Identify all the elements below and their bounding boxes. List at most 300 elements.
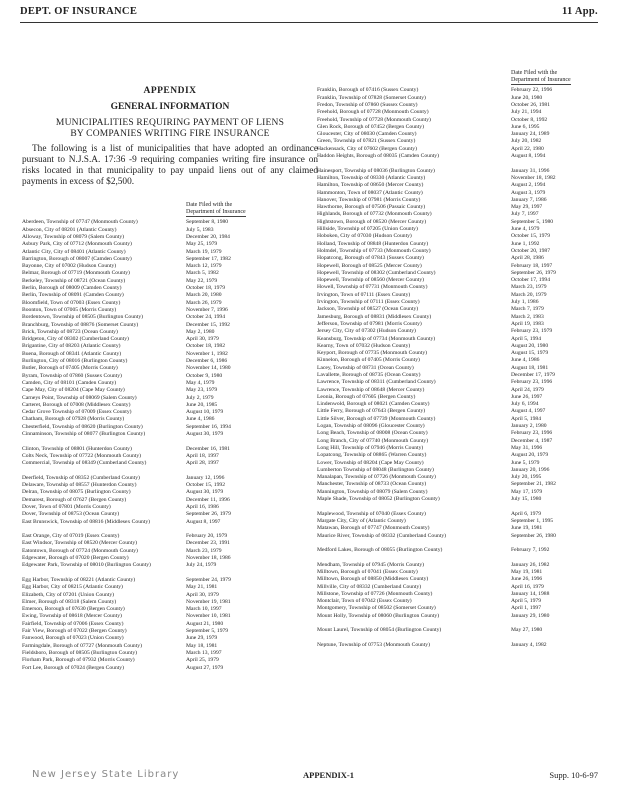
filing-date: April 24, 1979 <box>511 386 544 393</box>
filing-date: July 24, 1979 <box>186 562 217 569</box>
municipality-name: Branchburg, Township of 08876 (Somerset County) <box>22 321 139 328</box>
municipality-name: Milltown, Borough of 08850 (Middlesex County) <box>317 576 429 583</box>
municipality-name: Lindenwold, Borough of 08021 (Camden County) <box>317 401 430 408</box>
municipality-name: Aberdeen, Township of 07747 (Monmouth County) <box>22 219 138 226</box>
municipality-row <box>317 87 600 94</box>
filing-date: April 28, 1997 <box>186 460 219 467</box>
filing-date: December 4, 1987 <box>511 437 553 444</box>
filing-date: July 20, 1995 <box>511 474 542 481</box>
filing-date: April 1, 1997 <box>511 605 541 612</box>
filing-date: August 8, 1997 <box>186 518 221 525</box>
municipality-row <box>22 613 318 620</box>
municipality-name: Edgewater, Borough of 07020 (Bergen County) <box>22 555 129 562</box>
municipality-name: Hopewell, Township of 08302 (Cumberland County) <box>317 269 436 276</box>
municipality-name: Hopatcong, Borough of 07843 (Sussex County) <box>317 255 424 262</box>
municipality-row <box>317 117 600 124</box>
filing-date: December 6, 1986 <box>186 358 228 365</box>
municipality-row <box>317 452 600 459</box>
filing-date: June 26, 1997 <box>511 393 543 400</box>
municipality-row <box>22 314 318 321</box>
date-heading-right-line-1: Date Filed with the <box>511 70 558 76</box>
municipality-row <box>22 657 318 664</box>
filing-date: June 5, 1979 <box>511 459 540 466</box>
filing-date: August 2, 1994 <box>511 182 546 189</box>
filing-date: May 4, 1979 <box>186 379 215 386</box>
municipality-name: Howell, Township of 07731 (Monmouth County) <box>317 284 428 291</box>
municipality-row <box>317 138 600 145</box>
municipality-row <box>317 496 600 511</box>
municipality-row <box>22 278 318 285</box>
filing-date: September 5, 1979 <box>186 628 229 635</box>
municipality-row <box>317 95 600 102</box>
general-info-heading: GENERAL INFORMATION <box>110 102 230 112</box>
municipality-name: Cedar Grove Township of 07009 (Essex County) <box>22 409 132 416</box>
filing-date: June 19, 1981 <box>511 525 543 532</box>
municipality-name: Montgomery, Township of 08502 (Somerset County) <box>317 605 436 612</box>
footer-page-label: APPENDIX-1 <box>303 770 354 780</box>
filing-date: October 17, 1994 <box>511 277 550 284</box>
municipality-row <box>317 365 600 372</box>
footer-supplement: Supp. 10-6-97 <box>549 770 598 780</box>
municipality-name: East Brunswick, Township of 08816 (Middlesex County) <box>22 518 150 525</box>
municipality-name: Hanover, Township of 07981 (Morris County) <box>317 196 421 203</box>
municipality-row <box>317 547 600 562</box>
municipality-name: Clinton, Township of 08801 (Hunterdon County) <box>22 445 132 452</box>
municipality-row <box>22 343 318 350</box>
filing-date: August 30, 1979 <box>186 489 224 496</box>
filing-date: September 17, 1982 <box>186 255 231 262</box>
filing-date: August 10, 1979 <box>186 409 224 416</box>
filing-date: May 18, 1981 <box>186 642 218 649</box>
municipality-name: Long Hill, Township of 07946 (Morris County) <box>317 444 424 451</box>
filing-date: January 29, 1980 <box>511 612 550 619</box>
intro-paragraph: The following is a list of municipalities that have adopted an ordinance pursuant to N.J.S.A. 17:36 -9 requiring companies writing fire insurance on risks located in that municipality to pay unpaid liens out of any claimed payments in excess of $2,500. <box>22 144 318 187</box>
filing-date: January 24, 1989 <box>511 131 550 138</box>
filing-date: January 2, 1980 <box>511 423 547 430</box>
filing-date: August 27, 1979 <box>186 664 224 671</box>
date-heading-line-1: Date Filed with the <box>186 202 233 208</box>
municipality-name: Eatontown, Borough of 07724 (Monmouth County) <box>22 547 138 554</box>
municipality-name: Holland, Township of 08848 (Hunterdon County) <box>317 240 429 247</box>
filing-date: September 26, 1980 <box>511 532 556 539</box>
filing-date: May 21, 1981 <box>186 584 218 591</box>
filing-date: February 23, 1996 <box>511 379 553 386</box>
municipality-name: Hammonton, Town of 08037 (Atlantic County) <box>317 189 423 196</box>
filing-date: November 19, 1981 <box>186 598 231 605</box>
municipality-name: Freehold, Borough of 07728 (Monmouth County) <box>317 109 429 116</box>
municipality-row <box>317 233 600 240</box>
municipality-name: Colts Neck, Township of 07722 (Monmouth County) <box>22 452 141 459</box>
filing-date: November 1, 1982 <box>186 350 228 357</box>
filing-date: June 4, 1986 <box>186 416 215 423</box>
filing-date: January 31, 1996 <box>511 167 550 174</box>
municipality-row <box>22 416 318 423</box>
municipality-name: Neptune, Township of 07753 (Monmouth County) <box>317 641 430 648</box>
municipality-row <box>317 241 600 248</box>
municipality-row <box>317 525 600 532</box>
filing-date: January 20, 1996 <box>511 466 550 473</box>
municipality-row <box>22 292 318 299</box>
filing-date: April 22, 1980 <box>511 145 544 152</box>
filing-date: March 19, 1979 <box>186 248 222 255</box>
filing-date: April 5, 1984 <box>511 415 541 422</box>
filing-date: August 8, 1994 <box>511 153 546 160</box>
municipality-name: Belmar, Borough of 07719 (Monmouth County) <box>22 270 130 277</box>
filing-date: September 1, 1995 <box>511 517 554 524</box>
municipality-name: Absecon, City of 08201 (Atlantic County) <box>22 226 117 233</box>
municipality-name: Mannington, Township of 08079 (Salem County) <box>317 488 428 495</box>
municipality-name: Franklin, Borough of 07416 (Sussex County) <box>317 87 419 94</box>
municipality-row <box>22 219 318 226</box>
filing-date: December 20, 1984 <box>186 234 230 240</box>
municipality-name: Butler, Borough of 07405 (Morris County) <box>22 365 118 372</box>
municipality-name: Jackson, Township of 08527 (Ocean County) <box>317 306 419 313</box>
filing-date: June 1, 1992 <box>511 240 540 247</box>
filing-date: February 23, 1996 <box>511 430 553 437</box>
municipality-name: Haddon Heights, Borough of 08035 (Camden County) <box>317 153 439 160</box>
filing-date: December 16, 1981 <box>186 445 230 452</box>
filing-date: August 18, 1981 <box>511 364 549 371</box>
municipality-name: Lower, Township of 08204 (Cape May County) <box>317 459 424 466</box>
municipality-name: Delran, Township of 08075 (Burlington County) <box>22 489 131 496</box>
filing-date: October 8, 1992 <box>511 116 548 123</box>
municipality-name: Chatham, Borough of 07928 (Morris County) <box>22 416 125 423</box>
filing-date: May 23, 1979 <box>186 387 218 394</box>
municipality-name: Camden, City of 08101 (Camden County) <box>22 379 117 386</box>
filing-date: May 22, 1979 <box>186 277 218 284</box>
municipality-row <box>317 438 600 445</box>
municipality-name: Bordentown, Township of 08505 (Burlington County) <box>22 314 144 321</box>
municipality-name: Keansburg, Township of 07734 (Monmouth County) <box>317 335 436 342</box>
filing-date: August 15, 1979 <box>511 350 549 357</box>
filing-date: September 26, 1979 <box>186 511 231 518</box>
filing-date: January 7, 1986 <box>511 196 547 203</box>
municipality-name: Dover, Township of 08753 (Ocean County) <box>22 511 120 518</box>
municipality-name: Mount Laurel, Township of 08054 (Burlington County) <box>317 627 442 634</box>
municipality-row <box>317 430 600 437</box>
municipality-list-right <box>317 87 600 649</box>
date-heading-right-line-2: Department of Insurance <box>511 77 571 85</box>
municipality-name: Kearny, Town of 07032 (Hudson County) <box>317 342 411 349</box>
municipality-row <box>317 533 600 548</box>
municipality-name: Little Silver, Borough of 07739 (Monmouth County) <box>317 415 436 422</box>
municipality-name: Green, Township of 07821 (Sussex County) <box>317 138 416 145</box>
municipality-row <box>22 365 318 372</box>
municipality-name: Highlands, Borough of 07732 (Monmouth County) <box>317 211 432 218</box>
municipality-name: Atlantic City, City of 08401 (Atlantic County) <box>22 248 126 255</box>
municipality-row <box>317 219 600 226</box>
municipality-name: Irvington, Township of 07111 (Essex County) <box>317 299 420 306</box>
filing-date: October 18, 1979 <box>186 285 225 292</box>
municipality-name: Buena, Borough of 08341 (Atlantic County) <box>22 350 122 357</box>
filing-date: September 8, 1980 <box>186 219 229 226</box>
filing-date: November 14, 1980 <box>186 365 231 372</box>
municipality-row <box>317 168 600 175</box>
appendix-title: APPENDIX <box>143 86 197 96</box>
filing-date: April 30, 1979 <box>186 591 219 598</box>
municipality-name: Lawrence, Township of 08311 (Cumberland County) <box>317 379 436 386</box>
date-column-heading <box>186 202 306 217</box>
municipality-name: Alloway, Township of 08079 (Salem County) <box>22 234 124 240</box>
right-column <box>317 70 600 649</box>
municipality-name: Manalapan, Township of 07726 (Monmouth County) <box>317 474 436 481</box>
municipality-name: Leonia, Borough of 07605 (Bergen County) <box>317 393 416 400</box>
municipality-name: Keyport, Borough of 07735 (Monmouth County) <box>317 350 428 357</box>
municipality-name: Berlin, Borough of 08009 (Camden County) <box>22 285 122 292</box>
filing-date: October 15, 1979 <box>511 233 550 240</box>
filing-date: August 30, 1979 <box>186 431 224 438</box>
filing-date: November 7, 1996 <box>186 306 228 313</box>
municipality-name: Long Beach, Township of 08008 (Ocean County) <box>317 430 428 437</box>
municipality-name: Carneys Point, Township of 08069 (Salem County) <box>22 394 137 401</box>
filing-date: March 20, 1979 <box>511 291 547 298</box>
municipality-row <box>22 592 318 599</box>
municipality-name: Glen Rock, Borough of 07452 (Bergen County) <box>317 123 424 130</box>
municipality-name: Bayonne, City of 07002 (Hudson County) <box>22 263 117 270</box>
header-department: DEPT. OF INSURANCE <box>20 6 138 17</box>
filing-date: April 5, 1994 <box>511 335 541 342</box>
library-watermark: New Jersey State Library <box>32 769 180 780</box>
municipality-name: Maplewood, Township of 07040 (Essex County) <box>317 510 426 517</box>
municipalities-title-line-1: MUNICIPALITIES REQUIRING PAYMENT OF LIENS <box>55 118 285 128</box>
municipality-name: Hawthorne, Borough of 07506 (Passaic County) <box>317 204 426 211</box>
municipality-row <box>317 605 600 612</box>
filing-date: July 21, 1994 <box>511 109 542 116</box>
municipality-name: Edgewater Park, Township of 08010 (Burlington County) <box>22 562 151 569</box>
municipality-row <box>22 643 318 650</box>
header-rule <box>20 22 598 23</box>
filing-date: February 22, 1996 <box>511 87 553 94</box>
municipality-row <box>317 336 600 343</box>
municipality-row <box>317 146 600 153</box>
municipality-row <box>22 489 318 496</box>
municipality-name: Millstone, Township of 07726 (Monmouth County) <box>317 590 433 597</box>
filing-date: September 21, 1982 <box>511 481 556 488</box>
municipality-name: Elizabeth, City of 07201 (Union County) <box>22 591 114 598</box>
municipality-row <box>317 190 600 197</box>
municipality-row <box>317 489 600 496</box>
municipality-name: Little Ferry, Borough of 07643 (Bergen County) <box>317 408 426 415</box>
filing-date: August 20, 1979 <box>511 452 549 459</box>
municipality-name: Hainesport, Township of 08036 (Burlington County) <box>317 167 435 174</box>
page-footer <box>20 769 598 785</box>
filing-date: August 21, 1980 <box>186 620 224 627</box>
municipality-row <box>317 292 600 299</box>
municipality-name: East Orange, City of 07019 (Essex County) <box>22 533 120 540</box>
filing-date: June 29, 1979 <box>186 635 218 642</box>
municipality-name: Millville, City of 08332 (Cumberland County) <box>317 583 422 590</box>
filing-date: April 5, 1979 <box>511 598 541 605</box>
municipality-row <box>317 379 600 386</box>
municipality-name: Burlington, City of 08016 (Burlington County) <box>22 358 128 365</box>
filing-date: August 3, 1979 <box>511 189 546 196</box>
municipality-row <box>22 395 318 402</box>
municipality-row <box>22 322 318 329</box>
municipality-name: Mount Holly, Township of 08060 (Burlington County) <box>317 612 440 619</box>
municipality-name: Milltown, Borough of 07041 (Essex County) <box>317 569 418 575</box>
municipality-name: Jersey City, City of 07302 (Hudson County) <box>317 328 416 335</box>
municipality-row <box>317 255 600 262</box>
filing-date: March 20, 1980 <box>186 292 222 299</box>
municipality-row <box>22 227 318 234</box>
filing-date: April 30, 1979 <box>186 336 219 343</box>
filing-date: October 18, 1982 <box>186 343 225 350</box>
municipalities-title-line-2: BY COMPANIES WRITING FIRE INSURANCE <box>70 129 270 139</box>
municipality-row <box>22 446 318 453</box>
filing-date: March 5, 1982 <box>186 270 219 277</box>
filing-date: September 16, 1994 <box>186 423 231 430</box>
municipality-name: Matawan, Borough of 07747 (Monmouth County) <box>317 525 430 532</box>
municipality-row <box>22 635 318 642</box>
municipality-row <box>317 511 600 518</box>
filing-date: February 18, 1997 <box>511 262 553 269</box>
municipality-name: Fredon, Township of 07860 (Sussex County) <box>317 102 418 108</box>
municipality-name: Berlin, Township of 08091 (Camden County) <box>22 292 124 299</box>
municipality-name: Long Branch, City of 07740 (Monmouth County) <box>317 437 429 444</box>
filing-date: October 24, 1994 <box>186 314 225 321</box>
municipality-name: Carteret, Borough of 07008 (Middlesex County) <box>22 401 131 408</box>
municipality-name: Montclair, Town of 07042 (Essex County) <box>317 598 412 605</box>
filing-date: April 28, 1986 <box>511 255 544 262</box>
municipality-row <box>22 562 318 577</box>
municipality-name: Farmingdale, Borough of 07727 (Monmouth County) <box>22 642 142 649</box>
municipality-name: Manchester, Township of 08733 (Ocean County) <box>317 481 427 488</box>
municipality-name: Bridgeton, City of 08302 (Cumberland County) <box>22 336 129 343</box>
filing-date: January 14, 1988 <box>511 590 550 597</box>
municipality-name: Fort Lee, Borough of 07024 (Bergen County) <box>22 664 124 671</box>
municipality-name: Egg Harbor, Township of 08221 (Atlantic County) <box>22 576 136 583</box>
municipality-name: Fairfield, Township of 07006 (Essex County) <box>22 620 124 627</box>
municipality-row <box>317 343 600 350</box>
municipality-name: Barrington, Borough of 08007 (Camden County) <box>22 255 132 262</box>
filing-date: June 4, 1979 <box>511 226 540 233</box>
municipality-name: Dover, Town of 07801 (Morris County) <box>22 503 111 510</box>
municipality-row <box>317 314 600 321</box>
filing-date: January 4, 1982 <box>511 641 547 648</box>
municipality-name: Commercial, Township of 08349 (Cumberland County) <box>22 460 147 467</box>
municipality-name: Fair View, Borough of 07022 (Bergen County) <box>22 628 127 635</box>
municipality-row <box>317 460 600 467</box>
municipality-name: Gloucester, City of 08030 (Camden County) <box>317 131 417 138</box>
filing-date: June 20, 1980 <box>511 94 543 101</box>
filing-date: July 20, 1982 <box>511 138 542 145</box>
municipality-name: Hillside, Township of 07205 (Union County) <box>317 226 418 233</box>
municipality-name: Hightstown, Borough of 08520 (Mercer County) <box>317 218 427 225</box>
municipality-row <box>22 519 318 534</box>
municipality-name: Byram, Township of 07860 (Sussex County) <box>22 372 122 379</box>
filing-date: March 23, 1979 <box>511 284 547 291</box>
municipality-name: East Windsor, Township of 08520 (Mercer County) <box>22 540 138 547</box>
filing-date: March 7, 1979 <box>511 306 544 313</box>
filing-date: July 1, 1986 <box>511 299 539 306</box>
municipality-name: Demarest, Borough of 07627 (Bergen County) <box>22 496 127 503</box>
municipality-name: Hamilton, Township of 08650 (Mercer County) <box>317 182 424 189</box>
filing-date: October 26, 1981 <box>511 102 550 108</box>
municipality-name: Fieldsboro, Borough of 08505 (Burlington County) <box>22 649 137 656</box>
municipality-row <box>317 408 600 415</box>
municipality-row <box>317 211 600 218</box>
municipality-row <box>22 373 318 380</box>
filing-date: April 16, 1979 <box>511 583 544 590</box>
municipality-name: Lumberton Township of 08048 (Burlington County) <box>317 466 434 473</box>
filing-date: September 24, 1979 <box>186 576 231 583</box>
municipality-row <box>317 328 600 335</box>
municipality-row <box>22 540 318 547</box>
municipality-name: Cinnaminson, Township of 08077 (Burlington County) <box>22 431 146 438</box>
municipality-name: Emerson, Borough of 07630 (Bergen County) <box>22 606 125 613</box>
municipality-name: Ewing, Township of 08618 (Mercer County) <box>22 613 122 620</box>
filing-date: December 15, 1992 <box>186 321 230 328</box>
page-header <box>20 6 598 22</box>
municipality-name: Lacey, Township of 08731 (Ocean County) <box>317 364 414 371</box>
filing-date: December 23, 1991 <box>186 540 230 547</box>
municipality-name: Fanwood, Borough of 07023 (Union County) <box>22 635 124 642</box>
filing-date: June 6, 1995 <box>511 123 540 130</box>
municipality-name: Logan, Township of 08096 (Gloucester County) <box>317 423 425 430</box>
filing-date: June 4, 1986 <box>511 357 540 364</box>
municipality-row <box>317 387 600 394</box>
municipalities-title <box>22 118 318 140</box>
filing-date: February 7, 1992 <box>511 547 550 554</box>
municipality-name: Hopewell, Borough of 08525 (Mercer County) <box>317 262 422 269</box>
municipality-name: Egg Harbor, City of 08215 (Atlantic County) <box>22 584 123 591</box>
municipality-row <box>317 357 600 364</box>
municipality-row <box>22 460 318 475</box>
filing-date: April 19, 1983 <box>511 320 544 327</box>
filing-date: July 7, 1997 <box>511 211 539 218</box>
municipality-name: Deerfield, Township of 08352 (Cumberland County) <box>22 474 140 481</box>
municipality-list-left <box>22 219 318 671</box>
municipality-row <box>317 584 600 591</box>
municipality-name: Maple Shade, Township of 08052 (Burlington County) <box>317 496 440 503</box>
municipality-row <box>22 241 318 248</box>
municipality-name: Cape May, City of 08204 (Cape May County) <box>22 387 125 394</box>
filing-date: March 2, 1983 <box>511 313 544 320</box>
municipality-name: Hamilton, Township of 08330 (Atlantic County) <box>317 174 426 181</box>
municipality-name: Holmdel, Township of 07733 (Monmouth County) <box>317 247 431 254</box>
municipality-row <box>22 548 318 555</box>
filing-date: August 20, 1980 <box>511 342 549 349</box>
filing-date: March 10, 1997 <box>186 606 222 613</box>
filing-date: November 18, 1986 <box>186 555 231 562</box>
filing-date: May 25, 1979 <box>186 241 218 248</box>
municipality-row <box>22 497 318 504</box>
municipality-name: Franklin, Township of 07828 (Somerset County) <box>317 94 426 101</box>
filing-date: February 20, 1979 <box>186 533 228 540</box>
municipality-name: Margate City, City of (Atlantic County) <box>317 517 406 524</box>
municipality-name: Brigantine, City of 08203 (Atlantic County) <box>22 343 121 350</box>
filing-date: November 10, 1981 <box>186 613 231 620</box>
municipality-name: Maurice River, Township of 08332 (Cumberland County) <box>317 532 447 539</box>
municipality-row <box>317 562 600 569</box>
left-column <box>22 86 318 672</box>
filing-date: July 5, 1983 <box>186 226 214 233</box>
filing-date: April 18, 1997 <box>186 452 219 459</box>
filing-date: May 29, 1997 <box>511 204 543 211</box>
filing-date: February 23, 1979 <box>511 328 553 335</box>
municipality-name: Irvington, Town of 07111 (Essex County) <box>317 291 411 298</box>
municipality-row <box>22 351 318 358</box>
filing-date: June 26, 1996 <box>511 576 543 583</box>
filing-date: May 17, 1979 <box>511 488 543 495</box>
date-heading-line-2: Department of Insurance <box>186 209 246 217</box>
municipality-row <box>317 416 600 423</box>
municipality-name: Hoboken, City of 07030 (Hudson County) <box>317 233 412 240</box>
municipality-name: Delaware, Township of 08557 (Hunterdon County) <box>22 482 137 489</box>
municipality-name: Mendham, Township of 07945 (Morris County) <box>317 561 425 568</box>
municipality-name: Hopewell, Township of 08560 (Mercer County) <box>317 277 425 284</box>
municipality-row <box>22 621 318 628</box>
